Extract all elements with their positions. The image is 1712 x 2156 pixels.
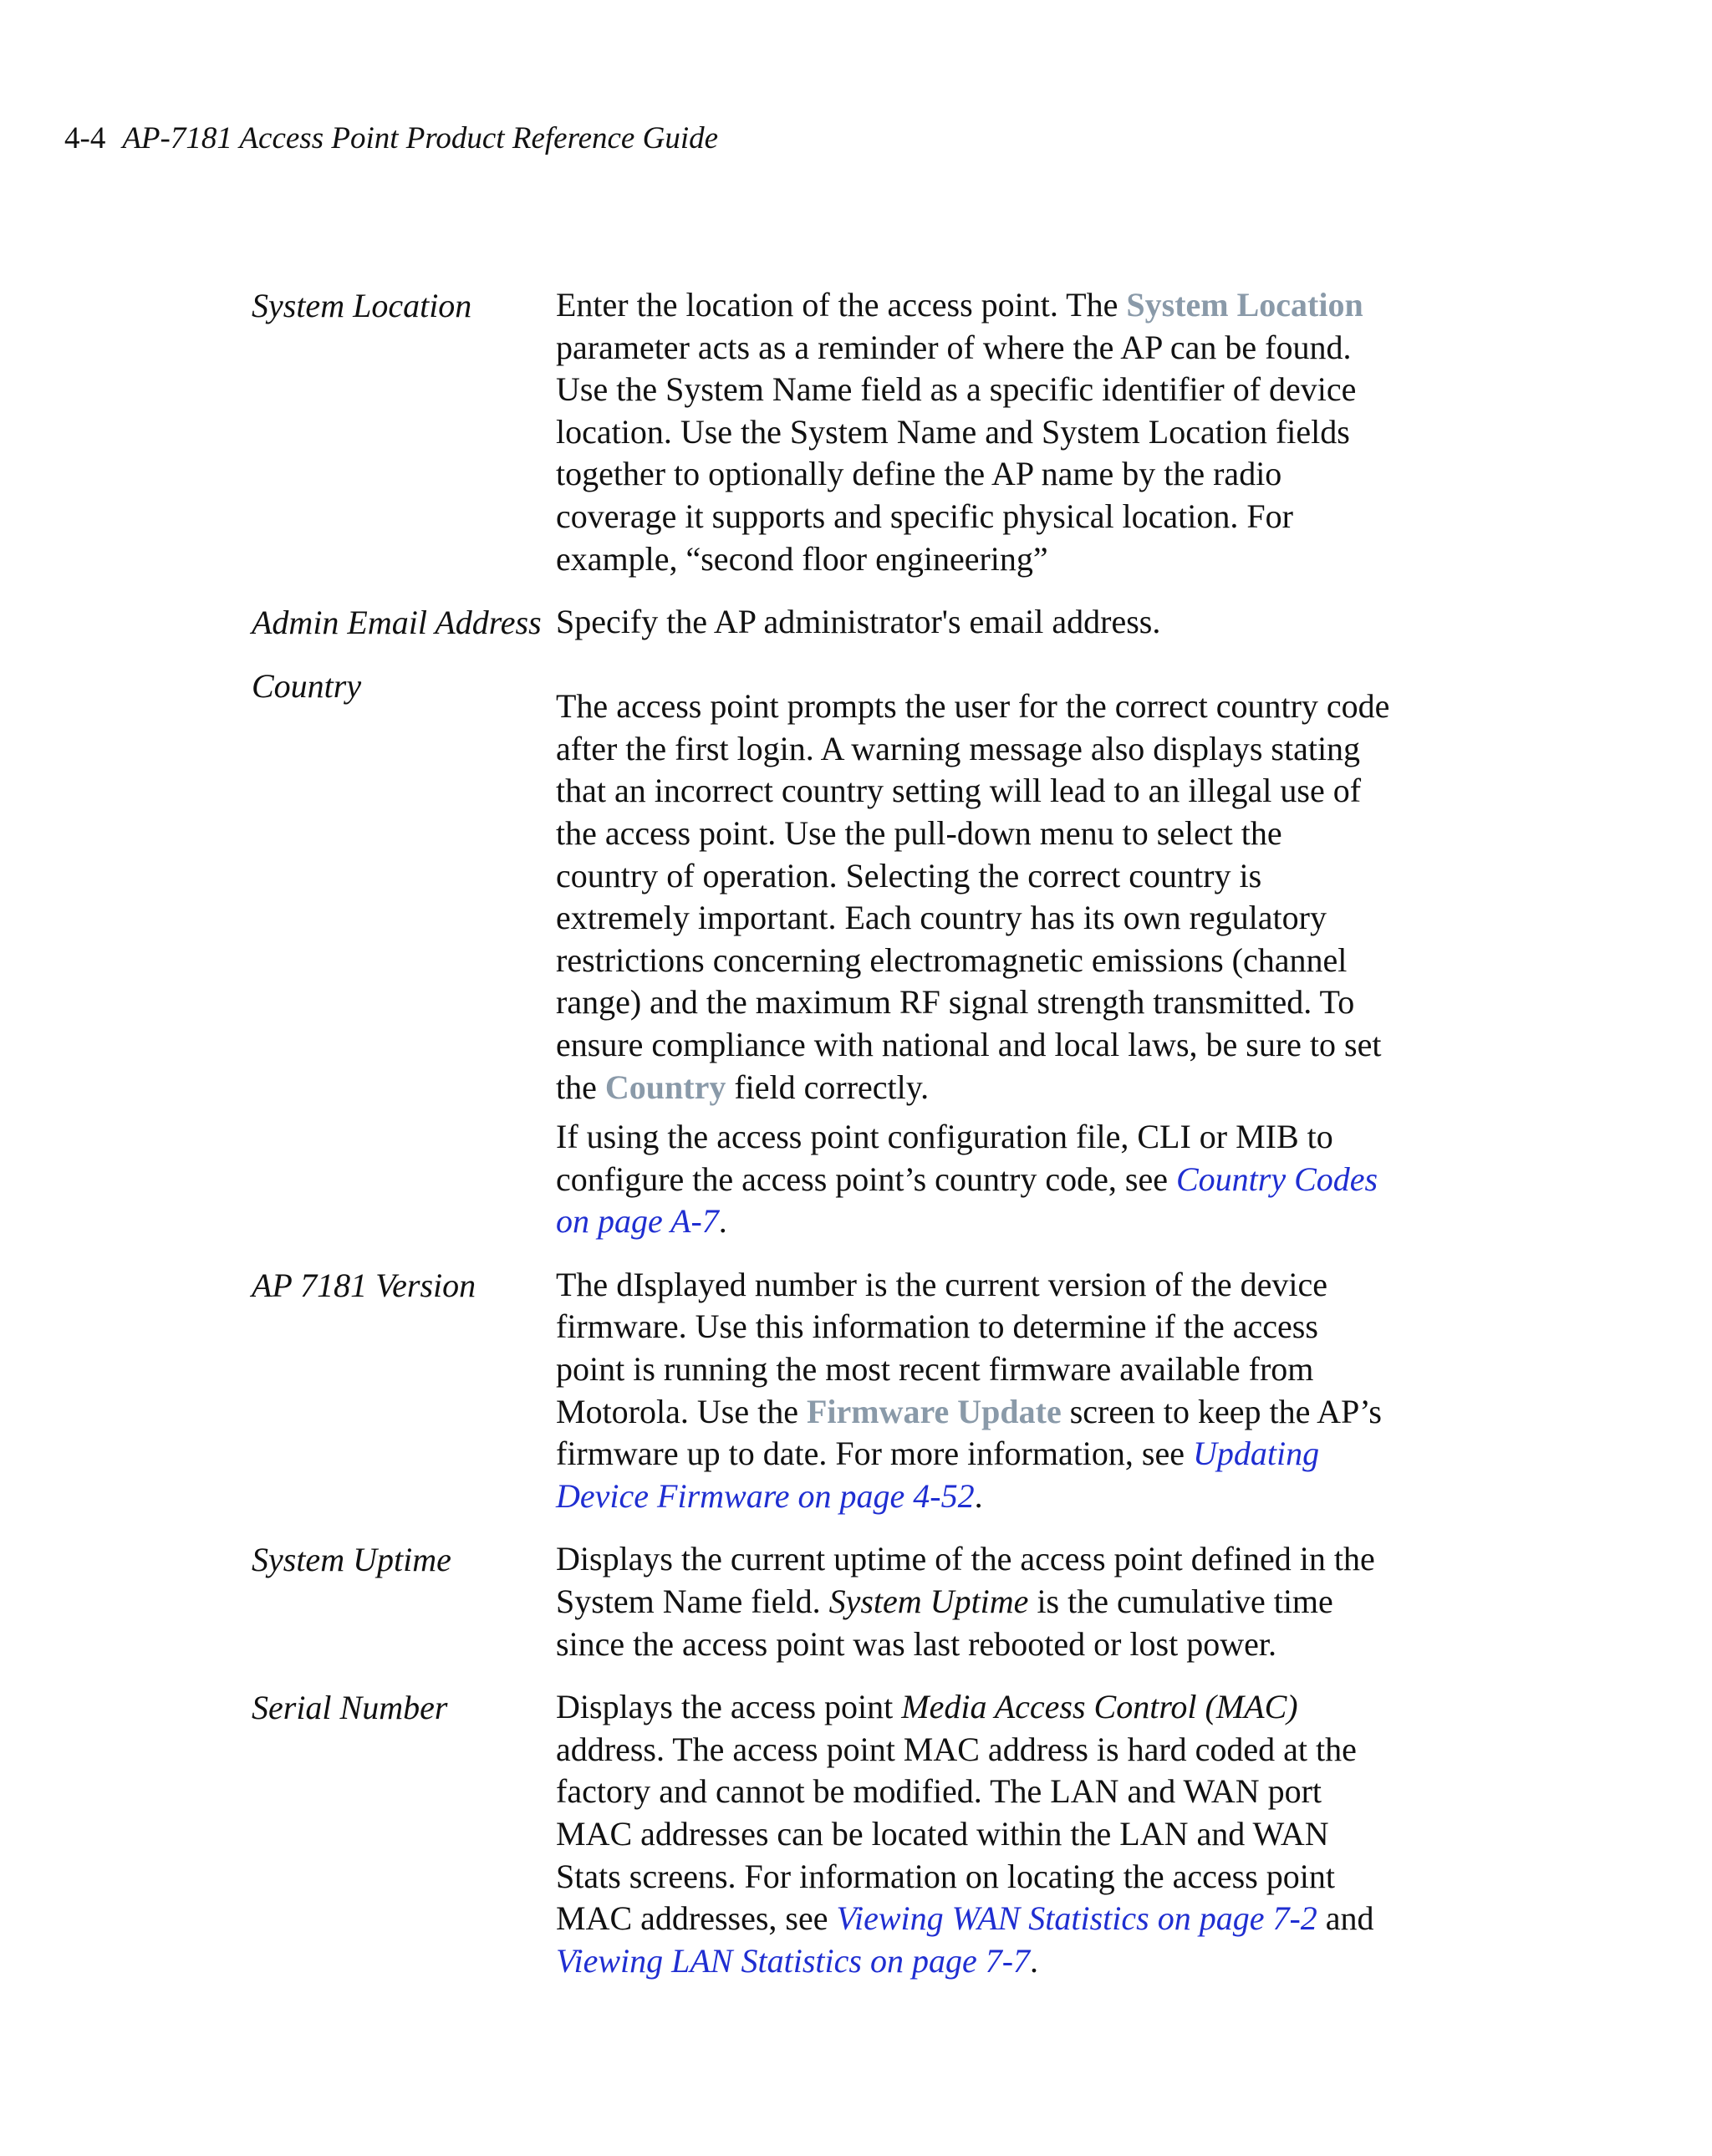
text-run: and xyxy=(1317,1899,1374,1938)
paragraph xyxy=(556,1686,1392,1982)
text-run: Displays the current uptime of the access point defined in the System Name field. xyxy=(556,1540,1375,1621)
paragraph xyxy=(556,1264,1392,1518)
link-country-codes[interactable]: Country Codes on page A-7 xyxy=(556,1160,1378,1241)
paragraph xyxy=(556,284,1392,580)
link-updating-device-firmware[interactable]: Updating Device Firmware on page 4-52 xyxy=(556,1435,1320,1515)
text-run: The access point prompts the user for the correct country code after the first login. A warning message also displays stating that an incorrect country setting will lead to an illegal use of the access point. Use the pull-down menu to select the country of operation. Selecting the correct country is extremely important. Each country has its own regulatory restrictions concerning electromagnetic emissions (channel range) and the maximum RF signal strength transmitted. To ensure compliance with national and local laws, be sure to set the xyxy=(556,687,1390,1106)
parameter-table xyxy=(252,284,1405,2003)
text-run: field correctly. xyxy=(726,1068,930,1106)
term-admin-email: Admin Email Address xyxy=(252,604,542,642)
text-run: . xyxy=(974,1476,983,1515)
paragraph xyxy=(556,1538,1392,1665)
text-run: parameter acts as a reminder of where the AP can be found. Use the System Name field as a specific identifier of device location. Use the System Name and System Location fields together to optionally define the AP name by the radio coverage it supports and specific physical location. For example, “second floor engineering” xyxy=(556,328,1357,578)
entry-ap-version xyxy=(252,1264,1405,1518)
ui-reference-system-location: System Location xyxy=(1126,286,1363,324)
ui-reference-firmware-update: Firmware Update xyxy=(806,1392,1062,1430)
desc-serial-number xyxy=(556,1686,1392,1982)
page-number: 4-4 xyxy=(64,121,106,155)
text-run: If using the access point configuration file, CLI or MIB to configure the access point’s country code, see xyxy=(556,1118,1333,1198)
entry-admin-email xyxy=(252,601,1405,644)
term-country: Country xyxy=(252,667,362,706)
text-run: is the cumulative time since the access point was last rebooted or lost power. xyxy=(556,1583,1333,1663)
text-run: screen to keep the AP’s firmware up to date. For more information, see xyxy=(556,1392,1382,1473)
term-system-uptime: System Uptime xyxy=(252,1541,451,1579)
term-serial-number: Serial Number xyxy=(252,1689,448,1727)
link-viewing-wan-statistics[interactable]: Viewing WAN Statistics on page 7-2 xyxy=(836,1899,1317,1938)
desc-admin-email xyxy=(556,601,1392,644)
entry-system-location xyxy=(252,284,1405,580)
text-run: Displays the access point xyxy=(556,1688,902,1726)
paragraph xyxy=(556,1116,1392,1243)
paragraph xyxy=(556,686,1392,1109)
entry-system-uptime xyxy=(252,1538,1405,1665)
guide-title: AP-7181 Access Point Product Reference Guide xyxy=(122,121,719,155)
emphasis-mac: Media Access Control (MAC) xyxy=(901,1688,1298,1726)
text-run: address. The access point MAC address is hard coded at the factory and cannot be modified. The LAN and WAN port MAC addresses can be located within the LAN and WAN Stats screens. For information on locating the access point MAC addresses, see xyxy=(556,1730,1357,1938)
text-run: . xyxy=(1030,1941,1039,1980)
desc-country xyxy=(556,665,1392,1243)
link-viewing-lan-statistics[interactable]: Viewing LAN Statistics on page 7-7 xyxy=(556,1941,1031,1980)
text-run: Enter the location of the access point. The xyxy=(556,286,1127,324)
entry-country xyxy=(252,665,1405,1243)
term-system-location: System Location xyxy=(252,287,472,324)
desc-system-uptime xyxy=(556,1538,1392,1665)
text-run: . xyxy=(718,1202,727,1241)
desc-system-location xyxy=(556,284,1392,580)
paragraph: Specify the AP administrator's email address. xyxy=(556,603,1161,641)
page-header xyxy=(64,115,718,162)
emphasis-system-uptime: System Uptime xyxy=(828,1583,1029,1621)
desc-ap-version xyxy=(556,1264,1392,1518)
entry-serial-number xyxy=(252,1686,1405,1982)
term-ap-version: AP 7181 Version xyxy=(252,1266,476,1304)
ui-reference-country: Country xyxy=(604,1068,726,1106)
text-run: The dIsplayed number is the current version of the device firmware. Use this information to determine if the access point is running the most recent firmware available from Motorola. Use the xyxy=(556,1265,1328,1430)
